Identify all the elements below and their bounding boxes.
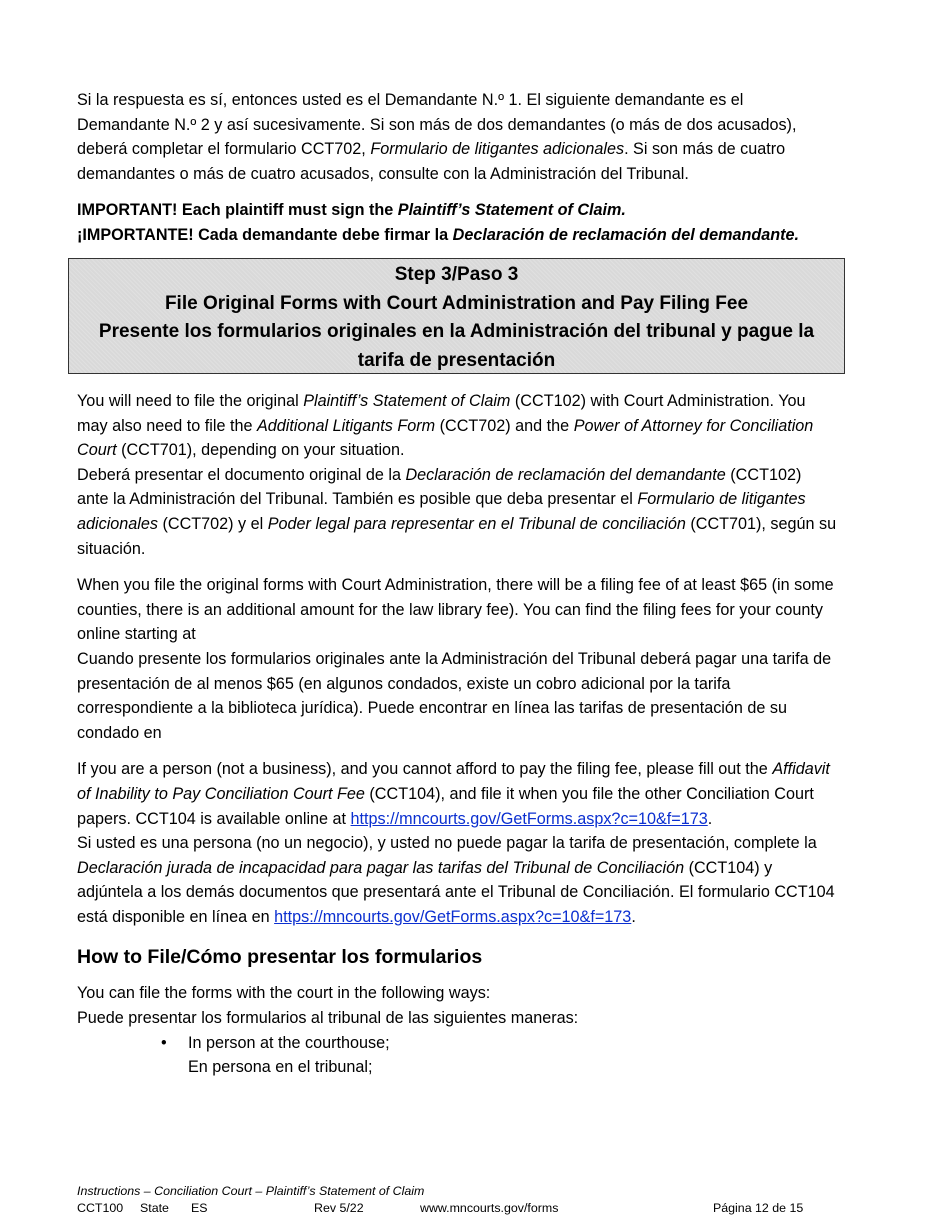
how-to-file-en: You can file the forms with the court in the following ways: xyxy=(77,984,491,1003)
form-name: Declaración de reclamación del demandante xyxy=(405,465,726,484)
form-name: Declaración jurada de incapacidad para pagar las tarifas del Tribunal de Conciliación xyxy=(77,858,685,877)
intro-paragraph xyxy=(77,88,837,186)
form-name: Affidavit of Inability to Pay Conciliation Court Fee xyxy=(77,760,830,803)
filing-fee-es: Cuando presente los formularios originales ante la Administración del Tribunal deberá pagar una tarifa de presentación de al menos $65 (en algunos condados, existe un cobro adicional por la tarifa correspondiente a la biblioteca jurídica). Puede encontrar en línea las tarifas de presentación de su condado en xyxy=(77,649,832,742)
important-en-text: IMPORTANT! Each plaintiff must sign the xyxy=(77,201,398,220)
important-es xyxy=(77,223,837,248)
text: (CCT702) and the xyxy=(435,416,574,435)
step-3-header-box xyxy=(68,258,845,374)
footer-row xyxy=(77,1200,837,1217)
text: If you are a person (not a business), and you cannot afford to pay the filing fee, please fill out the xyxy=(77,760,773,779)
step-subtitle-es-cont: tarifa de presentación xyxy=(357,349,556,371)
footer-site: www.mncourts.gov/forms xyxy=(420,1201,559,1215)
filing-fee-en: When you file the original forms with Court Administration, there will be a filing fee of at least $65 (in some counties, there is an additional amount for the law library fee). You can find the filing fees for your county online starting at xyxy=(77,576,834,644)
text: (CCT104), and file it when you file the other Conciliation Court papers. CCT104 is available online at xyxy=(77,784,814,828)
important-en-form: Plaintiff’s Statement of Claim. xyxy=(397,201,626,220)
text: (CCT102) with Court Administration. You may also need to file the xyxy=(77,392,806,435)
form-name: Formulario de litigantes adicionales xyxy=(77,490,806,533)
text: . xyxy=(631,907,636,926)
step-subtitle-en: File Original Forms with Court Administration and Pay Filing Fee xyxy=(164,292,749,314)
list-item-es: En persona en el tribunal; xyxy=(188,1058,373,1077)
page-footer xyxy=(77,1183,837,1217)
file-forms-es xyxy=(77,463,837,561)
text: . xyxy=(707,809,713,828)
footer-title: Instructions – Conciliation Court – Plaintiff’s Statement of Claim xyxy=(77,1184,425,1198)
footer-form-code: CCT100 xyxy=(77,1201,124,1215)
intro-form-name: Formulario de litigantes adicionales xyxy=(370,140,625,159)
how-to-file-es: Puede presentar los formularios al tribunal de las siguientes maneras: xyxy=(77,1009,579,1028)
footer-rev: Rev 5/22 xyxy=(314,1201,364,1215)
file-forms-en xyxy=(77,389,837,463)
forms-link[interactable]: https://mncourts.gov/GetForms.aspx?c=10&f=173 xyxy=(350,809,708,828)
filing-methods-list xyxy=(77,1031,837,1080)
section-heading: How to File/Cómo presentar los formularios xyxy=(77,946,483,969)
footer-lang: ES xyxy=(191,1201,208,1215)
bullet-icon: • xyxy=(161,1033,167,1052)
inability-en xyxy=(77,757,837,831)
list-item-en: In person at the courthouse; xyxy=(188,1033,390,1052)
list-item xyxy=(77,1031,837,1080)
text: You will need to file the original xyxy=(77,392,304,410)
form-name: Poder legal para representar en el Tribunal de conciliación xyxy=(267,514,686,533)
form-name: Plaintiff’s Statement of Claim xyxy=(303,392,511,410)
footer-page-number: Página 12 de 15 xyxy=(713,1201,804,1215)
text: Deberá presentar el documento original de la xyxy=(77,465,406,484)
step-title: Step 3/Paso 3 xyxy=(394,264,519,285)
forms-link[interactable]: https://mncourts.gov/GetForms.aspx?c=10&f=173 xyxy=(274,907,632,926)
text: (CCT104) y adjúntela a los demás documentos que presentará ante el Tribunal de Conciliación. El formulario CCT104 está disponible en línea en xyxy=(77,858,835,926)
text: (CCT102) ante la Administración del Tribunal. También es posible que deba presentar el xyxy=(77,465,802,509)
text: Si usted es una persona (no un negocio), y usted no puede pagar la tarifa de presentación, complete la xyxy=(77,834,817,853)
important-en xyxy=(77,198,837,223)
text: (CCT701), depending on your situation. xyxy=(116,441,405,460)
footer-state: State xyxy=(140,1201,169,1215)
document-body-step3 xyxy=(77,389,837,1080)
important-es-text: ¡IMPORTANTE! Cada demandante debe firmar la xyxy=(77,225,453,244)
important-es-form: Declaración de reclamación del demandante. xyxy=(452,225,800,244)
step-subtitle-es: Presente los formularios originales en la Administración del tribunal y pague la xyxy=(98,321,815,342)
document-body xyxy=(77,88,837,248)
inability-es xyxy=(77,831,837,929)
intro-text-end: . Si son más de cuatro demandantes o más de cuatro acusados, consulte con la Administración del Tribunal. xyxy=(77,140,786,183)
text: (CCT701), según su situación. xyxy=(77,514,837,558)
form-name: Power of Attorney for Conciliation Court xyxy=(77,416,814,460)
text: (CCT702) y el xyxy=(158,514,268,533)
form-name: Additional Litigants Form xyxy=(256,416,436,435)
intro-text: Si la respuesta es sí, entonces usted es el Demandante N.º 1. El siguiente demandante es el Demandante N.º 2 y así sucesivamente. Si son más de dos demandantes (o más de dos acusados), deberá completar el formulario CCT702, xyxy=(77,91,797,159)
